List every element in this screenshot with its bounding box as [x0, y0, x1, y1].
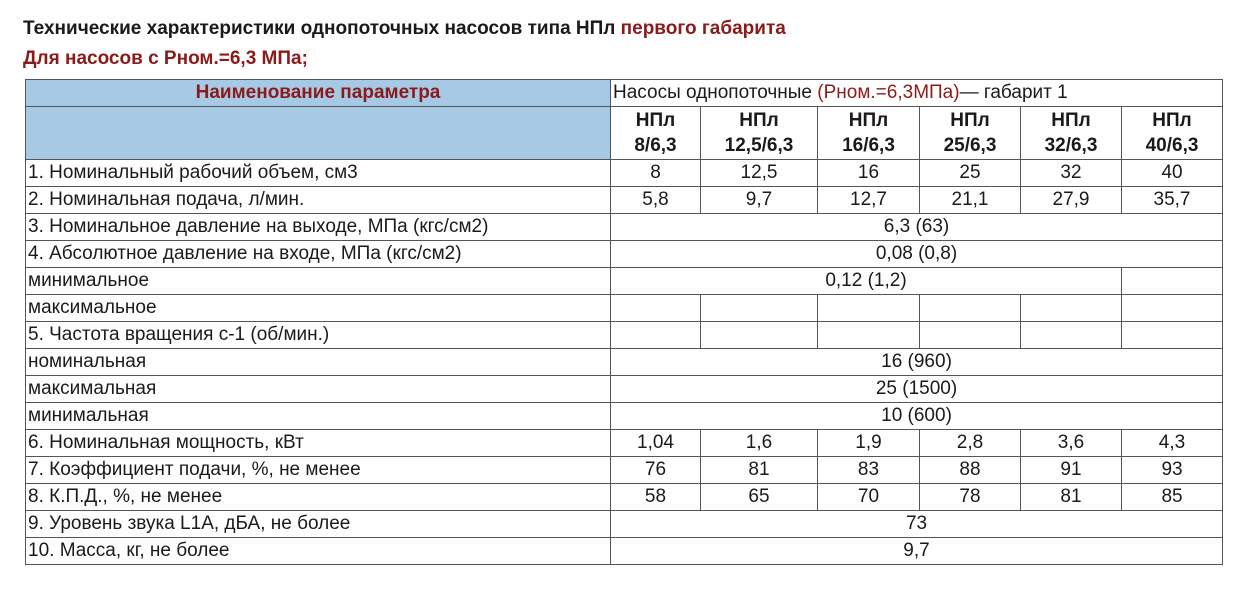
- table-row: [26, 241, 1223, 268]
- param-label: 7. Коэффициент подачи, %, не менее: [26, 457, 611, 484]
- model-type: НПл: [1152, 110, 1192, 131]
- spec-table-body: [26, 80, 1223, 565]
- table-row: [26, 295, 1223, 322]
- value-cell: [1122, 295, 1223, 322]
- value-cell: 88: [920, 457, 1021, 484]
- value-cell: 21,1: [920, 187, 1021, 214]
- param-label: 5. Частота вращения с-1 (об/мин.): [26, 322, 611, 349]
- header-row-group: [26, 80, 1223, 107]
- param-header: Наименование параметра: [26, 80, 611, 107]
- value-cell: 2,8: [920, 430, 1021, 457]
- spec-table: [25, 79, 1223, 565]
- value-cell: 76: [611, 457, 701, 484]
- table-row: [26, 430, 1223, 457]
- value-cell: [818, 322, 920, 349]
- value-cell: 1,6: [701, 430, 818, 457]
- model-type: НПл: [848, 110, 889, 131]
- param-label: номинальная: [26, 349, 611, 376]
- param-label: минимальное: [26, 268, 611, 295]
- table-row: [26, 160, 1223, 187]
- group-header-suffix: — габарит 1: [959, 82, 1068, 103]
- value-cell: 32: [1021, 160, 1122, 187]
- table-row: [26, 187, 1223, 214]
- param-label: 3. Номинальное давление на выходе, МПа (кгс/см2): [26, 214, 611, 241]
- value-cell: 91: [1021, 457, 1122, 484]
- value-cell: [1122, 268, 1223, 295]
- table-row: [26, 511, 1223, 538]
- value-cell: [611, 322, 701, 349]
- model-header: [920, 107, 1021, 160]
- model-header: [701, 107, 818, 160]
- table-row: [26, 484, 1223, 511]
- model-type: НПл: [950, 110, 990, 131]
- group-header: [611, 80, 1223, 107]
- value-cell: 8: [611, 160, 701, 187]
- merged-value-cell: 25 (1500): [611, 376, 1223, 403]
- value-cell: 85: [1122, 484, 1223, 511]
- table-row: [26, 349, 1223, 376]
- model-type: НПл: [1051, 110, 1091, 131]
- model-size: 8/6,3: [634, 135, 677, 156]
- param-header-blank: [26, 107, 611, 160]
- value-cell: [701, 295, 818, 322]
- table-row: [26, 268, 1223, 295]
- model-size: 12,5/6,3: [724, 135, 794, 156]
- value-cell: [701, 322, 818, 349]
- merged-value-cell: 73: [611, 511, 1223, 538]
- value-cell: 27,9: [1021, 187, 1122, 214]
- model-header: [818, 107, 920, 160]
- group-header-accent: (Рном.=6,3МПа): [817, 82, 960, 103]
- merged-value-cell: 0,12 (1,2): [611, 268, 1122, 295]
- value-cell: [1021, 295, 1122, 322]
- page-title-main: Технические характеристики однопоточных насосов типа НПл: [23, 18, 621, 39]
- param-label: максимальная: [26, 376, 611, 403]
- model-header: [1122, 107, 1223, 160]
- page-title: [23, 18, 786, 40]
- page-title-accent: первого габарита: [620, 18, 786, 39]
- param-label: максимальное: [26, 295, 611, 322]
- model-size: 16/6,3: [842, 135, 895, 156]
- value-cell: 83: [818, 457, 920, 484]
- merged-value-cell: 0,08 (0,8): [611, 241, 1223, 268]
- value-cell: [1122, 322, 1223, 349]
- table-row: [26, 376, 1223, 403]
- model-header: [611, 107, 701, 160]
- group-header-prefix: Насосы однопоточные: [613, 82, 818, 103]
- value-cell: 70: [818, 484, 920, 511]
- param-label: минимальная: [26, 403, 611, 430]
- value-cell: 35,7: [1122, 187, 1223, 214]
- model-size: 40/6,3: [1145, 135, 1199, 156]
- value-cell: 16: [818, 160, 920, 187]
- param-label: 2. Номинальная подача, л/мин.: [26, 187, 611, 214]
- merged-value-cell: 16 (960): [611, 349, 1223, 376]
- merged-value-cell: 10 (600): [611, 403, 1223, 430]
- value-cell: [920, 295, 1021, 322]
- value-cell: 5,8: [611, 187, 701, 214]
- table-row: [26, 538, 1223, 565]
- value-cell: 93: [1122, 457, 1223, 484]
- value-cell: 58: [611, 484, 701, 511]
- merged-value-cell: 6,3 (63): [611, 214, 1223, 241]
- value-cell: 25: [920, 160, 1021, 187]
- param-label: 4. Абсолютное давление на входе, МПа (кгс/см2): [26, 241, 611, 268]
- table-row: [26, 457, 1223, 484]
- model-type: НПл: [635, 110, 676, 131]
- header-row-models: [26, 107, 1223, 160]
- value-cell: 65: [701, 484, 818, 511]
- param-label: 1. Номинальный рабочий объем, см3: [26, 160, 611, 187]
- param-label: 8. К.П.Д., %, не менее: [26, 484, 611, 511]
- page-subtitle: Для насосов с Рном.=6,3 МПа;: [23, 48, 308, 69]
- param-label: 10. Масса, кг, не более: [26, 538, 611, 565]
- value-cell: 40: [1122, 160, 1223, 187]
- value-cell: 4,3: [1122, 430, 1223, 457]
- value-cell: 12,7: [818, 187, 920, 214]
- value-cell: [920, 322, 1021, 349]
- value-cell: [611, 295, 701, 322]
- param-label: 6. Номинальная мощность, кВт: [26, 430, 611, 457]
- merged-value-cell: 9,7: [611, 538, 1223, 565]
- value-cell: 1,9: [818, 430, 920, 457]
- table-row: [26, 403, 1223, 430]
- model-type: НПл: [739, 110, 779, 131]
- param-label: 9. Уровень звука L1А, дБА, не более: [26, 511, 611, 538]
- table-row: [26, 214, 1223, 241]
- model-header: [1021, 107, 1122, 160]
- value-cell: [818, 295, 920, 322]
- value-cell: 3,6: [1021, 430, 1122, 457]
- model-size: 25/6,3: [943, 135, 997, 156]
- value-cell: 81: [1021, 484, 1122, 511]
- value-cell: [1021, 322, 1122, 349]
- model-size: 32/6,3: [1044, 135, 1098, 156]
- value-cell: 1,04: [611, 430, 701, 457]
- value-cell: 81: [701, 457, 818, 484]
- value-cell: 78: [920, 484, 1021, 511]
- table-row: [26, 322, 1223, 349]
- value-cell: 12,5: [701, 160, 818, 187]
- value-cell: 9,7: [701, 187, 818, 214]
